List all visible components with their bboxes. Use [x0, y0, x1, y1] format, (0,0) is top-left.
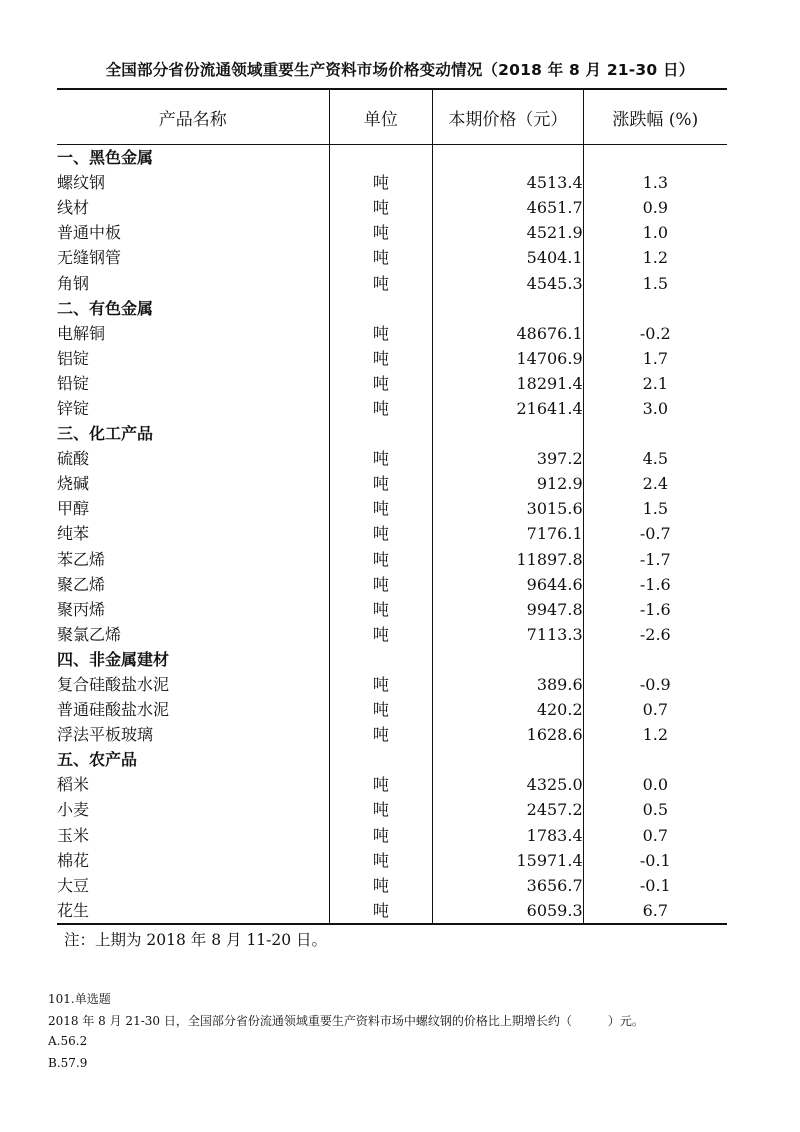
- header-price: 本期价格（元）: [433, 89, 584, 145]
- product-name: 纯苯: [57, 524, 90, 544]
- change-cell: 1.2: [583, 722, 727, 747]
- unit-cell: 吨: [329, 521, 433, 546]
- unit-cell: 吨: [329, 220, 433, 245]
- table-row: [57, 496, 727, 521]
- empty-cell: [329, 421, 433, 446]
- table-row: [57, 772, 727, 797]
- unit-cell: 吨: [329, 270, 433, 295]
- price-cell: 21641.4: [433, 396, 584, 421]
- product-name: 小麦: [57, 800, 90, 820]
- table-row: [57, 371, 727, 396]
- product-name: 聚丙烯: [57, 599, 106, 619]
- unit-cell: 吨: [329, 672, 433, 697]
- table-row: [57, 270, 727, 295]
- section-name: 四、非金属建材: [57, 649, 170, 669]
- table-row: [57, 848, 727, 873]
- unit-cell: 吨: [329, 195, 433, 220]
- unit-cell: 吨: [329, 772, 433, 797]
- section-row: [57, 421, 727, 446]
- change-cell: 1.2: [583, 245, 727, 270]
- unit-cell: 吨: [329, 622, 433, 647]
- change-cell: 1.3: [583, 170, 727, 195]
- table-row: [57, 547, 727, 572]
- empty-cell: [329, 296, 433, 321]
- table-row: [57, 722, 727, 747]
- section-name: 三、化工产品: [57, 424, 154, 444]
- product-name: 聚氯乙烯: [57, 624, 122, 644]
- table-note: 注：上期为 2018 年 8 月 11-20 日。: [64, 931, 328, 949]
- header-row: [57, 89, 727, 145]
- price-cell: 4513.4: [433, 170, 584, 195]
- option-a[interactable]: A.56.2: [48, 1034, 88, 1048]
- section-name: 五、农产品: [57, 750, 138, 770]
- change-cell: -0.1: [583, 848, 727, 873]
- header-unit: 单位: [329, 89, 433, 145]
- empty-cell: [433, 145, 584, 171]
- change-cell: 0.5: [583, 797, 727, 822]
- price-cell: 397.2: [433, 446, 584, 471]
- header-product: 产品名称: [57, 89, 329, 145]
- empty-cell: [433, 647, 584, 672]
- unit-cell: 吨: [329, 797, 433, 822]
- unit-cell: 吨: [329, 321, 433, 346]
- product-name: 无缝钢管: [57, 248, 122, 268]
- product-name: 稻米: [57, 775, 90, 795]
- change-cell: -1.6: [583, 572, 727, 597]
- table-row: [57, 321, 727, 346]
- table-row: [57, 572, 727, 597]
- product-name: 硫酸: [57, 449, 90, 469]
- unit-cell: 吨: [329, 346, 433, 371]
- price-cell: 3656.7: [433, 873, 584, 898]
- price-cell: 3015.6: [433, 496, 584, 521]
- section-row: [57, 747, 727, 772]
- product-name: 螺纹钢: [57, 173, 106, 193]
- change-cell: -1.6: [583, 597, 727, 622]
- section-name: 二、有色金属: [57, 298, 154, 318]
- price-cell: 5404.1: [433, 245, 584, 270]
- empty-cell: [329, 145, 433, 171]
- price-cell: 4521.9: [433, 220, 584, 245]
- product-name: 大豆: [57, 875, 90, 895]
- price-cell: 1628.6: [433, 722, 584, 747]
- price-cell: 14706.9: [433, 346, 584, 371]
- price-cell: 6059.3: [433, 898, 584, 924]
- change-cell: -0.9: [583, 672, 727, 697]
- table-row: [57, 220, 727, 245]
- option-b[interactable]: B.57.9: [48, 1056, 88, 1070]
- table-title: 全国部分省份流通领域重要生产资料市场价格变动情况（2018 年 8 月 21-30 日）: [105, 61, 695, 79]
- empty-cell: [329, 647, 433, 672]
- product-name: 铅锭: [57, 373, 90, 393]
- empty-cell: [433, 747, 584, 772]
- product-name: 烧碱: [57, 474, 90, 494]
- price-cell: 389.6: [433, 672, 584, 697]
- unit-cell: 吨: [329, 547, 433, 572]
- unit-cell: 吨: [329, 245, 433, 270]
- question-number: 101.单选题: [48, 992, 111, 1006]
- change-cell: 0.0: [583, 772, 727, 797]
- question-text: 2018 年 8 月 21-30 日，全国部分省份流通领域重要生产资料市场中螺纹钢的价格比上期增长约（ ）元。: [48, 1014, 644, 1028]
- product-name: 锌锭: [57, 398, 90, 418]
- product-name: 玉米: [57, 825, 90, 845]
- product-name: 复合硅酸盐水泥: [57, 675, 170, 695]
- unit-cell: 吨: [329, 848, 433, 873]
- price-cell: 4651.7: [433, 195, 584, 220]
- price-cell: 15971.4: [433, 848, 584, 873]
- unit-cell: 吨: [329, 371, 433, 396]
- unit-cell: 吨: [329, 898, 433, 924]
- price-cell: 4545.3: [433, 270, 584, 295]
- price-cell: 9644.6: [433, 572, 584, 597]
- unit-cell: 吨: [329, 396, 433, 421]
- product-name: 棉花: [57, 850, 90, 870]
- product-name: 普通中板: [57, 223, 122, 243]
- table-row: [57, 697, 727, 722]
- price-cell: 4325.0: [433, 772, 584, 797]
- change-cell: -0.2: [583, 321, 727, 346]
- change-cell: 6.7: [583, 898, 727, 924]
- change-cell: 1.7: [583, 346, 727, 371]
- product-name: 铝锭: [57, 348, 90, 368]
- price-cell: 7176.1: [433, 521, 584, 546]
- table-row: [57, 195, 727, 220]
- change-cell: -1.7: [583, 547, 727, 572]
- table-row: [57, 898, 727, 924]
- product-name: 甲醇: [57, 499, 90, 519]
- table-row: [57, 597, 727, 622]
- table-row: [57, 622, 727, 647]
- price-cell: 9947.8: [433, 597, 584, 622]
- price-cell: 420.2: [433, 697, 584, 722]
- change-cell: 0.9: [583, 195, 727, 220]
- empty-cell: [583, 421, 727, 446]
- empty-cell: [433, 421, 584, 446]
- header-change: 涨跌幅 (%): [583, 89, 727, 145]
- table-row: [57, 873, 727, 898]
- change-cell: 4.5: [583, 446, 727, 471]
- table-row: [57, 823, 727, 848]
- product-name: 浮法平板玻璃: [57, 725, 154, 745]
- section-name: 一、黑色金属: [57, 148, 154, 168]
- change-cell: -2.6: [583, 622, 727, 647]
- price-cell: 912.9: [433, 471, 584, 496]
- unit-cell: 吨: [329, 697, 433, 722]
- section-row: [57, 296, 727, 321]
- table-row: [57, 170, 727, 195]
- empty-cell: [329, 747, 433, 772]
- change-cell: 1.5: [583, 270, 727, 295]
- section-row: [57, 145, 727, 171]
- unit-cell: 吨: [329, 722, 433, 747]
- price-cell: 18291.4: [433, 371, 584, 396]
- change-cell: 2.4: [583, 471, 727, 496]
- table-row: [57, 797, 727, 822]
- change-cell: 1.5: [583, 496, 727, 521]
- table-row: [57, 396, 727, 421]
- product-name: 花生: [57, 898, 329, 924]
- table-row: [57, 471, 727, 496]
- empty-cell: [583, 647, 727, 672]
- unit-cell: 吨: [329, 446, 433, 471]
- change-cell: -0.7: [583, 521, 727, 546]
- table-row: [57, 346, 727, 371]
- empty-cell: [583, 747, 727, 772]
- unit-cell: 吨: [329, 597, 433, 622]
- change-cell: 2.1: [583, 371, 727, 396]
- unit-cell: 吨: [329, 471, 433, 496]
- change-cell: 0.7: [583, 697, 727, 722]
- table-row: [57, 672, 727, 697]
- unit-cell: 吨: [329, 170, 433, 195]
- product-name: 电解铜: [57, 323, 106, 343]
- price-cell: 11897.8: [433, 547, 584, 572]
- table-body: [57, 145, 727, 924]
- section-row: [57, 647, 727, 672]
- empty-cell: [583, 296, 727, 321]
- price-cell: 7113.3: [433, 622, 584, 647]
- table-row: [57, 245, 727, 270]
- table-row: [57, 521, 727, 546]
- price-table: [57, 88, 727, 925]
- product-name: 聚乙烯: [57, 574, 106, 594]
- unit-cell: 吨: [329, 572, 433, 597]
- unit-cell: 吨: [329, 873, 433, 898]
- table-row: [57, 446, 727, 471]
- change-cell: 1.0: [583, 220, 727, 245]
- unit-cell: 吨: [329, 823, 433, 848]
- change-cell: 0.7: [583, 823, 727, 848]
- empty-cell: [433, 296, 584, 321]
- product-name: 苯乙烯: [57, 549, 106, 569]
- product-name: 普通硅酸盐水泥: [57, 700, 170, 720]
- unit-cell: 吨: [329, 496, 433, 521]
- product-name: 线材: [57, 198, 90, 218]
- price-cell: 2457.2: [433, 797, 584, 822]
- price-cell: 48676.1: [433, 321, 584, 346]
- change-cell: -0.1: [583, 873, 727, 898]
- change-cell: 3.0: [583, 396, 727, 421]
- product-name: 角钢: [57, 273, 90, 293]
- empty-cell: [583, 145, 727, 171]
- price-cell: 1783.4: [433, 823, 584, 848]
